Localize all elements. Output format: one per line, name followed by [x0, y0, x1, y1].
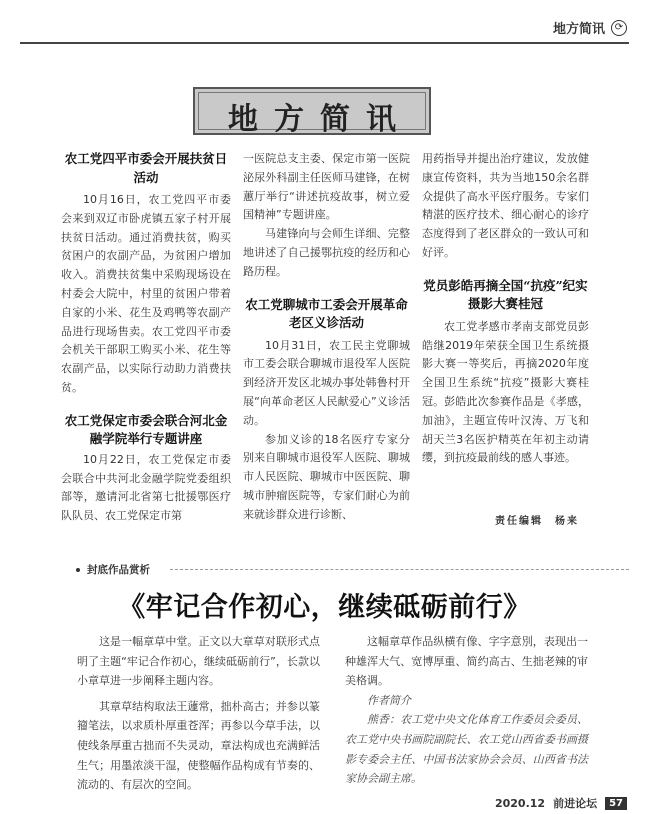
cover-review-left — [77, 632, 320, 795]
header-rule — [20, 42, 629, 44]
journal-name: 前进论坛 — [553, 797, 598, 810]
cover-section-label — [76, 562, 150, 577]
dashed-divider — [170, 569, 629, 570]
article-3-body-2: 参加义诊的18名医疗专家分别来自聊城市退役军人医院、聊城市人民医院、聊城市中医医院、聊城市肿瘤医院等，专家们耐心为前来就诊群众进行诊断、 — [243, 432, 410, 521]
article-1-body: 10月16日，农工党四平市委会来到双辽市卧虎镇五家子村开展扶贫日活动。通过消费扶贫，购买贫困户的农副产品，为贫困户增加收入。消费扶贫集中采购现场设在村委会大院中，村里的贫困户带着自家的小米、花生及鸡鸭等农副产品进行现场售卖。农工党四平市委会机关干部职工购买小米、花生等农副产品，以实际行动助力消费扶贫。 — [61, 193, 231, 394]
column-3 — [422, 150, 589, 468]
section-banner — [193, 87, 431, 135]
article-4-title: 党员彭皓再摘全国“抗疫”纪实摄影大赛桂冠 — [423, 277, 588, 312]
article-3-body-cont: 用药指导并提出治疗建议，发放健康宣传资料，共为当地150余名群众提供了高水平医疗服务。专家们精湛的医疗技术、细心耐心的诊疗态度得到了老区群众的一致认可和好评。 — [422, 152, 589, 259]
banner-title: 地方简讯 — [228, 102, 412, 137]
cover-label-text: 封底作品赏析 — [87, 564, 150, 576]
article-4-body: 农工党孝感市孝南支部党员彭皓继2019年荣获全国卫生系统摄影大赛一等奖后，再摘2020年度全国卫生系统“抗疫”摄影大赛桂冠。彭皓此次参赛作品是《孝感，加油》，主题宣传叶汉涛、万飞和胡天兰3名医护精英在年初主动请缨，到抗疫最前线的感人事迹。 — [422, 319, 589, 465]
cover-review-right — [345, 632, 588, 789]
circle-arrow-icon: ⟳ — [611, 20, 627, 36]
section-header-title: 地方简讯 — [552, 22, 605, 37]
author-bio: 熊香：农工党中央文化体育工作委员会委员、农工党中央书画院副院长、农工党山西省委书画摄影专委会主任、中国书法家协会会员、山西省书法家协会副主席。 — [345, 713, 588, 786]
article-2-body-cont: 一医院总支主委、保定市第一医院泌尿外科副主任医师马建锋，在树蕙厅举行“讲述抗疫故事，树立爱国精神”专题讲座。 — [243, 152, 410, 222]
article-2-body-2: 马建锋向与会师生详细、完整地讲述了自己援鄂抗疫的经历和心路历程。 — [243, 227, 410, 278]
page-footer — [495, 795, 627, 811]
review-paragraph-3: 这幅章草作品纵横有像、字字意別，表现出一种雄浑大气、宽博厚重、简约高古、生拙老辣的审美格调。 — [345, 635, 588, 688]
review-paragraph-2: 其章草结构取法王蘧常，拙朴高古；并参以篆籀笔法，以求质朴厚重苍浑；再参以今草手法，以使线条厚重古拙而不失灵动，章法构成也充满鲜活生气；用墨浓淡干湿，使整幅作品构成有节奏的、流动的、有层次的空间。 — [77, 699, 320, 792]
editor-credit: 责任编辑 杨来 — [495, 516, 579, 527]
issue-date: 2020.12 — [494, 796, 546, 810]
article-3-title: 农工党聊城市工委会开展革命老区义诊活动 — [245, 296, 408, 331]
article-1-title: 农工党四平市委会开展扶贫日活动 — [64, 151, 228, 185]
article-2-title: 农工党保定市委会联合河北金融学院举行专题讲座 — [64, 412, 228, 447]
cover-title: 《牢记合作初心，继续砥砺前行》 — [118, 592, 531, 623]
article-3-body: 10月31日，农工民主党聊城市工委会联合聊城市退役军人医院到经济开发区北城办事处韩鲁村开展“向革命老区人民献爱心”义诊活动。 — [243, 338, 410, 427]
article-2-body: 10月22日，农工党保定市委会联合中共河北金融学院党委组织部等，邀请河北省第七批援鄂医疗队队员、农工党保定市第 — [61, 452, 231, 523]
column-1 — [61, 150, 231, 526]
bullet-dot-icon — [76, 568, 80, 572]
section-header — [553, 18, 627, 37]
page-number: 57 — [605, 797, 627, 810]
column-2 — [243, 150, 410, 525]
author-heading: 作者简介 — [367, 693, 411, 707]
review-paragraph-1: 这是一幅章草中堂。正文以大章草对联形式点明了主题“牢记合作初心，继续砥砺前行”，长款以小章草进一步阐释主题内容。 — [77, 635, 320, 688]
